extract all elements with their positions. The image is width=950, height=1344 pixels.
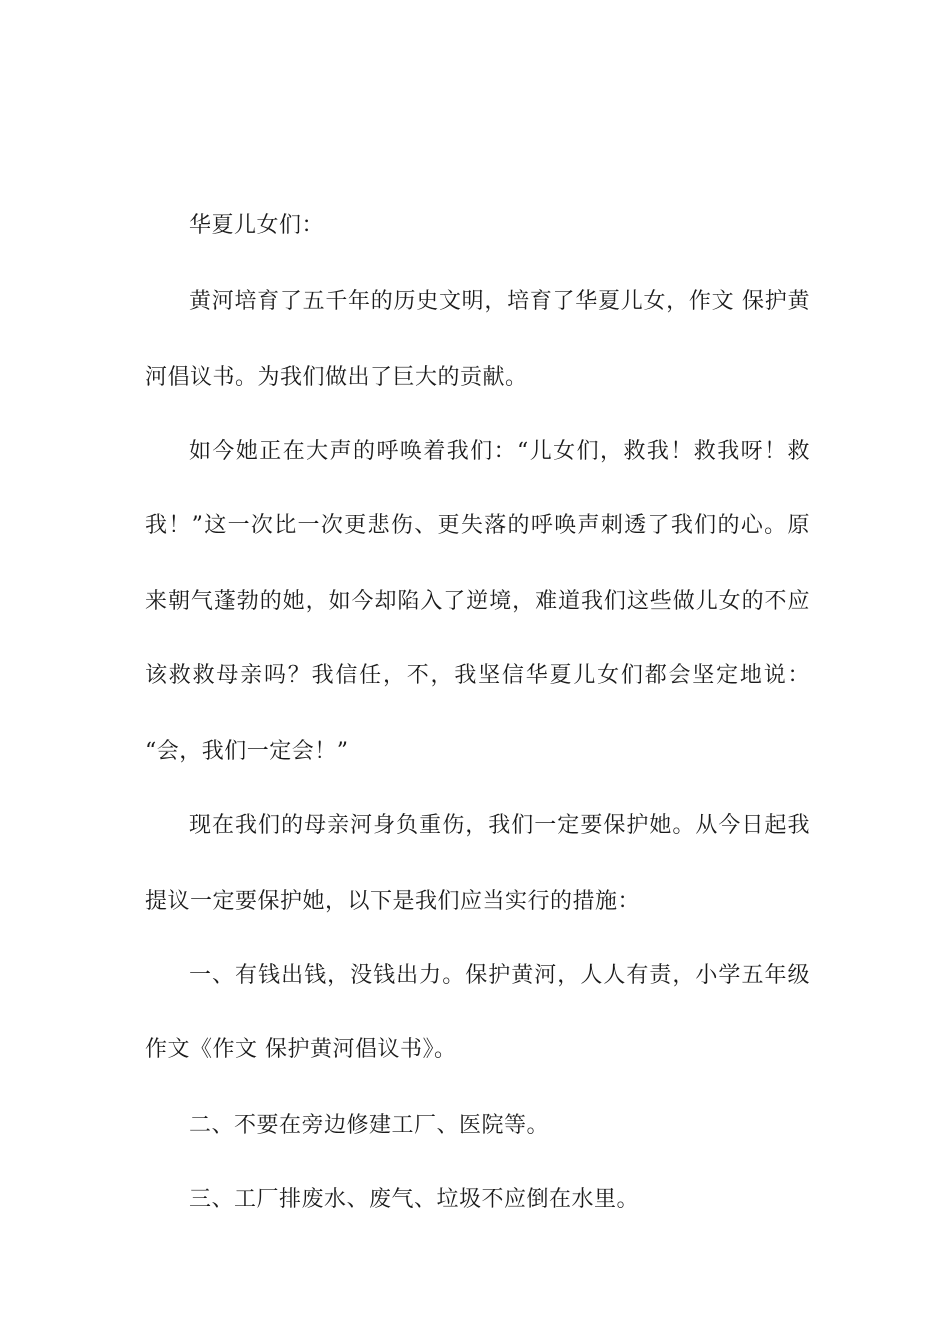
measure-2-line: 二、不要在旁边修建工厂、医院等。: [189, 1113, 550, 1138]
paragraph-1-line-1: 黄河培育了五千年的历史文明，培育了华夏儿女，作文 保护黄: [189, 289, 810, 314]
paragraph-3-line-2: 提议一定要保护她，以下是我们应当实行的措施：: [145, 889, 641, 914]
paragraph-2-line-1: 如今她正在大声的呼唤着我们：“儿女们，救我！救我呀！救: [189, 439, 810, 464]
paragraph-2-line-3: 来朝气蓬勃的她，如今却陷入了逆境，难道我们这些做儿女的不应: [145, 589, 810, 614]
paragraph-2-line-2: 我！”这一次比一次更悲伤、更失落的呼唤声刺透了我们的心。原: [145, 513, 810, 538]
measure-1-line-1: 一、有钱出钱，没钱出力。保护黄河，人人有责，小学五年级: [189, 963, 810, 988]
paragraph-1-line-2: 河倡议书。为我们做出了巨大的贡献。: [145, 365, 528, 390]
measure-1-line-2: 作文《作文 保护黄河倡议书》。: [145, 1037, 457, 1062]
paragraph-3-line-1: 现在我们的母亲河身负重伤，我们一定要保护她。从今日起我: [189, 813, 810, 838]
measure-3-line: 三、工厂排废水、废气、垃圾不应倒在水里。: [189, 1187, 640, 1212]
paragraph-2-line-5: “会，我们一定会！”: [145, 739, 349, 764]
salutation-line: 华夏儿女们：: [189, 213, 325, 238]
paragraph-2-line-4: 该救救母亲吗？我信任，不，我坚信华夏儿女们都会坚定地说：: [145, 663, 810, 688]
